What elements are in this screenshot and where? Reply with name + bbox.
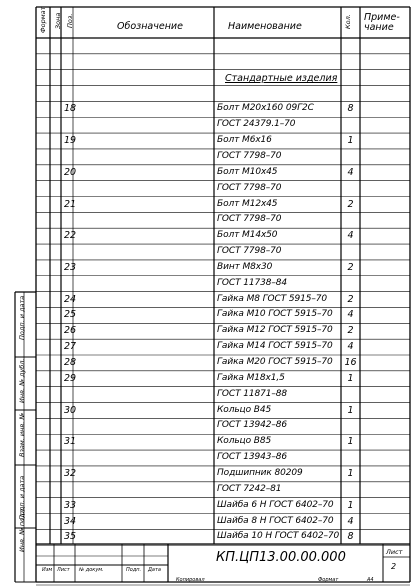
row-qty: 16 — [344, 357, 357, 368]
row-name: Кольцо В45 — [217, 404, 272, 415]
row-qty: 1 — [347, 135, 354, 147]
row-qty: 1 — [347, 404, 354, 416]
row-qty: 4 — [347, 309, 354, 321]
row-qty: 8 — [347, 103, 354, 115]
row-pos: 22 — [64, 230, 77, 242]
row-name: ГОСТ 7798–70 — [217, 246, 282, 257]
sheet-number: 2 — [391, 562, 397, 571]
row-pos: 31 — [64, 436, 77, 448]
row-pos: 19 — [64, 135, 77, 147]
row-name: Шайба 6 Н ГОСТ 6402–70 — [217, 499, 334, 510]
row-pos: 27 — [64, 341, 77, 353]
format-label: Формат — [318, 577, 339, 583]
row-pos: 33 — [64, 499, 77, 511]
header-qty: Кол. — [344, 14, 352, 29]
row-name: Шайба 8 Н ГОСТ 6402–70 — [217, 515, 334, 526]
row-name: Шайба 10 Н ГОСТ 6402–70 — [217, 531, 340, 542]
row-name: ГОСТ 24379.1–70 — [217, 119, 296, 130]
row-name: ГОСТ 11871–88 — [217, 388, 288, 399]
change-label-izm: Изм — [42, 567, 53, 573]
copied-label: Копировал — [176, 577, 205, 583]
row-pos: 34 — [64, 515, 77, 527]
row-pos: 18 — [64, 103, 77, 115]
row-name: ГОСТ 7798–70 — [217, 214, 282, 225]
row-pos: 21 — [64, 198, 77, 210]
row-qty: 1 — [347, 467, 354, 479]
row-pos: 23 — [64, 261, 77, 273]
row-name: Подшипник 80209 — [217, 467, 303, 478]
row-pos: 24 — [64, 293, 77, 305]
row-qty: 8 — [347, 531, 354, 543]
row-name: ГОСТ 13943–86 — [217, 452, 288, 463]
document-number: КП.ЦП13.00.00.000 — [216, 550, 346, 565]
row-name: ГОСТ 13942–86 — [217, 420, 288, 431]
section-title: Стандартные изделия — [225, 73, 338, 84]
row-name: Гайка М14 ГОСТ 5915–70 — [217, 341, 333, 352]
row-name: Гайка М8 ГОСТ 5915–70 — [217, 293, 328, 304]
row-qty: 4 — [347, 515, 354, 527]
stamp-sign-date-2: Подп. и дата — [18, 295, 26, 340]
row-pos: 20 — [64, 166, 77, 178]
row-pos: 32 — [64, 467, 77, 479]
stamp-inv-duplicate: Инв. № дубл. — [18, 358, 26, 403]
format-value: A4 — [367, 577, 374, 583]
row-name: Кольцо В85 — [217, 436, 272, 447]
row-pos: 29 — [64, 372, 77, 384]
row-name: Болт М20х160 09Г2С — [217, 103, 314, 114]
header-note: Приме- чание — [364, 12, 400, 33]
row-pos: 28 — [64, 357, 77, 368]
row-name: Гайка М12 ГОСТ 5915–70 — [217, 325, 333, 336]
row-qty: 2 — [347, 261, 354, 273]
row-pos: 35 — [64, 531, 77, 543]
row-name: ГОСТ 11738–84 — [217, 277, 288, 288]
row-qty: 4 — [347, 341, 354, 353]
row-qty: 4 — [347, 230, 354, 242]
row-name: Болт М12х45 — [217, 198, 278, 209]
stamp-replace-inv: Взам. инв. № — [18, 412, 26, 457]
header-zone: Зона — [54, 12, 62, 29]
row-name: Винт М8х30 — [217, 261, 273, 272]
row-qty: 1 — [347, 436, 354, 448]
row-name: Гайка М20 ГОСТ 5915–70 — [217, 357, 333, 367]
row-name: ГОСТ 7798–70 — [217, 150, 282, 161]
header-format: Формат — [39, 6, 47, 33]
row-name: ГОСТ 7798–70 — [217, 182, 282, 193]
row-name: Болт М6х16 — [217, 135, 272, 146]
stamp-inv-original: Инв. № подл. — [18, 507, 26, 552]
row-pos: 26 — [64, 325, 77, 337]
sheet-label: Лист — [386, 548, 403, 556]
row-qty: 1 — [347, 372, 354, 384]
header-pos: Поз. — [66, 13, 74, 28]
stamp-sign-date-1: Подп. и дата — [18, 475, 26, 520]
row-pos: 25 — [64, 309, 77, 321]
row-pos: 30 — [64, 404, 77, 416]
change-label-sign: Подп. — [126, 567, 142, 573]
row-name: ГОСТ 7242–81 — [217, 483, 282, 494]
row-name: Болт М14х50 — [217, 230, 278, 241]
row-qty: 2 — [347, 293, 354, 305]
row-name: Болт М10х45 — [217, 166, 278, 177]
row-name: Гайка М18х1,5 — [217, 372, 285, 383]
row-qty: 2 — [347, 325, 354, 337]
row-qty: 4 — [347, 166, 354, 178]
row-qty: 2 — [347, 198, 354, 210]
change-label-docnum: № докум. — [79, 567, 104, 573]
change-label-date: Дата — [148, 567, 161, 573]
header-designation: Обозначение — [117, 21, 183, 32]
row-name: Гайка М10 ГОСТ 5915–70 — [217, 309, 333, 320]
row-qty: 1 — [347, 499, 354, 511]
header-name: Наименование — [228, 21, 302, 32]
change-label-list: Лист — [57, 567, 70, 573]
